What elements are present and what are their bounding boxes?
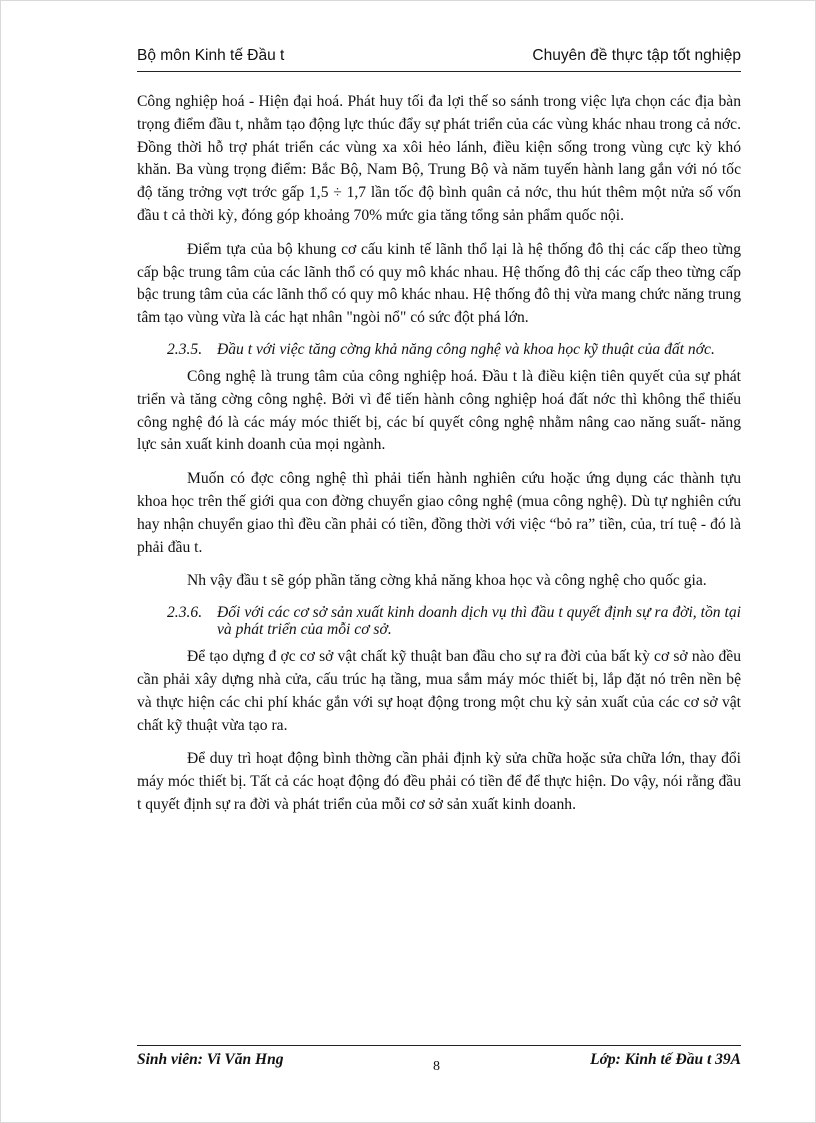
section-number: 2.3.5. xyxy=(167,340,203,358)
body-paragraph-6: Để tạo dựng đ ợc cơ sở vật chất kỹ thuật ban đầu cho sự ra đời của bất kỳ cơ sở nào đều cần phải xây dựng nhà cửa, cấu trúc hạ tầng, mua sắm máy móc thiết bị, lắp đặt nó trên nền bệ và thực hiện các chi phí khác gắn với sự hoạt động trong một chu kỳ sản xuất của các cơ sở vật chất kỹ thuật vừa tạo ra. xyxy=(137,648,741,734)
footer-rule xyxy=(137,1045,741,1046)
section-title: Đối với các cơ sở sản xuất kinh doanh dịch vụ thì đầu t quyết định sự ra đời, tồn tại và phát triển của mỗi cơ sở. xyxy=(217,604,741,639)
body-paragraph-3: Công nghệ là trung tâm của công nghiệp hoá. Đầu t là điều kiện tiên quyết của sự phát triển và tăng cờng công nghệ. Bởi vì để tiến hành công nghiệp hoá đất nớc thì không thể thiếu công nghệ đó là các máy móc thiết bị, các bí quyết công nghệ nhằm nâng cao năng suất- năng lực sản xuất kinh doanh của mọi ngành. xyxy=(137,367,741,454)
page-footer xyxy=(137,1051,741,1075)
body-paragraph-7: Để duy trì hoạt động bình thờng cần phải định kỳ sửa chữa hoặc sửa chữa lớn, thay đổi máy móc thiết bị. Tất cả các hoạt động đó đều phải có tiền để để thực hiện. Do vậy, nói rằng đầu t quyết định sự ra đời và phát triển của mỗi cơ sở sản xuất kinh doanh. xyxy=(137,750,741,813)
page-body xyxy=(137,91,741,828)
header-department: Bộ môn Kinh tế Đầu t xyxy=(137,47,285,64)
header-rule xyxy=(137,71,741,72)
body-paragraph-2: Điểm tựa của bộ khung cơ cấu kinh tế lãnh thổ lại là hệ thống đô thị các cấp theo từng cấp bậc trung tâm của các lãnh thổ có quy mô khác nhau. Hệ thống đô thị các cấp theo từng cấp bậc trung tâm của các lãnh thổ có quy mô khác nhau. Hệ thống đô thị vừa mang chức năng trung tâm tạo vùng vừa là các hạt nhân "ngòi nổ" có sức đột phá lớn. xyxy=(137,240,741,327)
header-document-type: Chuyên đề thực tập tốt nghiệp xyxy=(532,47,741,64)
footer-class-name: Lớp: Kinh tế Đầu t 39A xyxy=(590,1051,741,1068)
section-title: Đầu t với việc tăng cờng khả năng công nghệ và khoa học kỹ thuật của đất nớc. xyxy=(217,340,715,358)
body-paragraph-5: Nh vậy đầu t sẽ góp phần tăng cờng khả năng khoa học và công nghệ cho quốc gia. xyxy=(187,572,707,590)
section-heading-2-3-6 xyxy=(167,604,741,638)
page-header xyxy=(137,47,741,69)
page-number: 8 xyxy=(433,1059,440,1074)
body-paragraph-1: Công nghiệp hoá - Hiện đại hoá. Phát huy tối đa lợi thế so sánh trong việc lựa chọn các địa bàn trọng điểm đầu t, nhằm tạo động lực thúc đẩy sự phát triển của các vùng khác nhau trong cả nớc. Đồng thời hỗ trợ phát triển các vùng xa xôi hẻo lánh, điều kiện sống trong vùng cực kỳ khó khăn. Ba vùng trọng điểm: Bắc Bộ, Nam Bộ, Trung Bộ và năm tuyến hành lang gắn với nó tốc độ tăng trởng vợt trớc gấp 1,5 ÷ 1,7 lần tốc độ bình quân cả nớc, thu hút thêm một nửa số vốn đầu t cả thời kỳ, đóng góp khoảng 70% mức gia tăng tổng sản phẩm quốc nội. xyxy=(137,93,741,224)
section-number: 2.3.6. xyxy=(167,604,203,622)
footer-student-name: Sinh viên: Vi Văn Hng xyxy=(137,1051,284,1068)
section-heading-2-3-5 xyxy=(167,341,741,358)
body-paragraph-4: Muốn có đợc công nghệ thì phải tiến hành nghiên cứu hoặc ứng dụng các thành tựu khoa học trên thế giới qua con đờng chuyển giao công nghệ (mua công nghệ). Dù tự nghiên cứu hay nhận chuyển giao thì đều cần phải có tiền, đồng thời với việc “bỏ ra” tiền, của, trí tuệ - đó là phải đầu t. xyxy=(137,470,741,556)
